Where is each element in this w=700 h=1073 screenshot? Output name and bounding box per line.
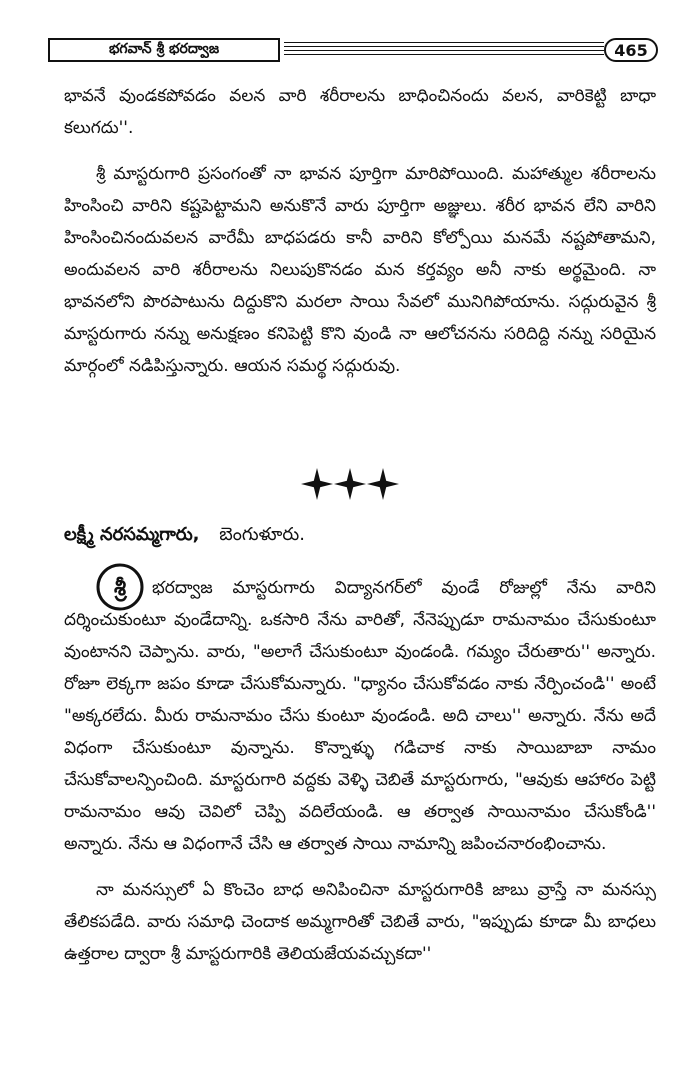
paragraph-master-speech: శ్రీ మాస్టరుగారి ప్రసంగంతో నా భావన పూర్తిగా మారిపోయింది. మహాత్ముల శరీరాలను హింసించి వారిని కష్టపెట్టామని అనుకొనే వారు పూర్తిగా అజ్ఞులు. శరీర భావన లేని వారిని హింసించినందువలన వారేమీ బాధపడరు కానీ వారిని కోల్పోయి మనమే నష్టపోతామని, అందువలన వారి శరీరాలను నిలుపుకొనడం మన కర్తవ్యం అనీ నాకు అర్థమైంది. నా భావనలోని పొరపాటును దిద్దుకొని మరలా సాయి సేవలో మునిగిపోయాను. సద్గురువైన శ్రీ మాస్టరుగారు నన్ను అనుక్షణం కనిపెట్టి కొని వుండి నా ఆలోచనను సరిదిద్ది నన్ను సరియైన మార్గంలో నడిపిస్తున్నారు. ఆయన సమర్థ సద్గురువు. xyxy=(64,164,656,376)
ornament-stars xyxy=(301,468,399,500)
paragraph-letters: నా మనస్సులో ఏ కొంచెం బాధ అనిపించినా మాస్టరుగారికి జాబు వ్రాస్తే నా మనస్సు తేలికపడేది. వారు సమాధి చెందాక అమ్మగారితో చెబితే వారు, "ఇప్పుడు కూడా మీ బాధలు ఉత్తరాల ద్వారా శ్రీ మాస్టరుగారికి తెలియజేయవచ్చుకదా'' xyxy=(64,880,656,964)
section-divider-ornament xyxy=(295,464,405,504)
running-title: భగవాన్ శ్రీ భరద్వాజ xyxy=(48,38,280,62)
paragraph-ramanamam: భరద్వాజ మాస్టరుగారు విద్యానగర్‌లో వుండే రోజుల్లో నేను వారిని దర్శించుకుంటూ వుండేదాన్ని. ఒకసారి నేను వారితో, నేనెప్పుడూ రామనామం చేసుకుంటూ వుంటానని చెప్పాను. వారు, "అలాగే చేసుకుంటూ వుండండి. గమ్యం చేరుతారు'' అన్నారు. రోజూ లెక్కగా జపం కూడా చేసుకోమన్నారు. "ధ్యానం చేసుకోవడం నాకు నేర్పించండి'' అంటే "అక్కరలేదు. మీరు రామనామం చేసు కుంటూ వుండండి. అది చాలు'' అన్నారు. నేను అదే విధంగా చేసుకుంటూ వున్నాను. కొన్నాళ్ళు గడిచాక నాకు సాయిబాబా నామం చేసుకోవాలన్పించింది. మాస్టరుగారి వద్దకు వెళ్ళి చెబితే మాస్టరుగారు, "ఆవుకు ఆహారం పెట్టి రామనామం ఆవు చెవిలో చెప్పి వదిలేయండి. ఆ తర్వాత సాయినామం చేసుకోండి'' అన్నారు. నేను ఆ విధంగానే చేసి ఆ తర్వాత సాయి నామాన్ని జపించనారంభించాను. xyxy=(64,578,656,854)
svg-text:శ్రీ: శ్రీ xyxy=(113,576,127,601)
page-header xyxy=(48,38,658,66)
devotee-name: లక్ష్మీ నరసమ్మగారు, xyxy=(64,524,200,545)
top-text xyxy=(64,80,656,382)
bottom-text xyxy=(64,572,656,970)
section-heading xyxy=(64,524,305,549)
devotee-place: బెంగుళూరు. xyxy=(219,524,305,545)
page-number: 465 xyxy=(604,38,658,62)
header-rule-lines xyxy=(284,42,604,58)
paragraph-continuation: భావనే వుండకపోవడం వలన వారి శరీరాలను బాధించినందు వలన, వారికెట్టి బాధా కలుగదు''. xyxy=(64,86,656,138)
